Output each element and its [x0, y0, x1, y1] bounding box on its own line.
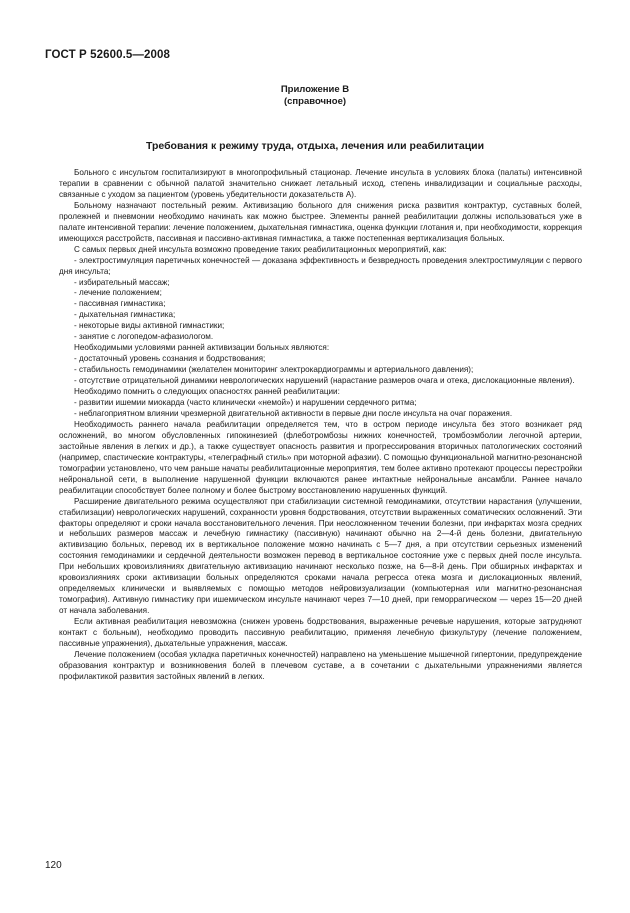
list-item: - стабильность гемодинамики (желателен мониторинг электрокардиограммы и артериального давления);: [74, 365, 474, 375]
list-item: - лечение положением;: [74, 288, 162, 298]
list-item: - достаточный уровень сознания и бодрствования;: [74, 354, 266, 364]
list-item: - дыхательная гимнастика;: [74, 310, 176, 320]
appendix-label: Приложение В: [280, 84, 350, 95]
list-item: - развитии ишемии миокарда (часто клинически «немой») и нарушении сердечного ритма;: [74, 398, 417, 408]
appendix-heading: [0, 84, 630, 108]
paragraph: Лечение положением (особая укладка паретичных конечностей) направлено на уменьшение мышечной гипертонии, предупреждение образования контрактур и возникновения болей в плечевом суставе, а в сочетании с дыхательными упражнениями является профилактикой развития застойных явлений в легких.: [59, 649, 582, 681]
page-number: 120: [45, 860, 62, 871]
appendix-note: (справочное): [283, 96, 347, 107]
list-item: - занятие с логопедом-афазиологом.: [74, 332, 214, 342]
list-item: - некоторые виды активной гимнастики;: [74, 321, 225, 331]
list-item: - пассивная гимнастика;: [74, 299, 166, 309]
paragraph: Расширение двигательного режима осуществляют при стабилизации системной гемодинамики, отсутствии нарастания (улучшении, стабилизации) неврологических нарушений, сохранности уровня бодрствования, отсутствии выраженных соматических осложнений. Эти факторы определяют и сроки начала восстановительного лечения. При неосложненном течении болезни, при инфарктах мозга средних и небольших размеров массаж и лечебную гимнастику (пассивную) начинают обычно на 2—4-й день болезни, двигательную активизацию больных, перевод их в вертикальное положение можно начинать с 5—7 дня, а при отсутствии серьезных изменений состояния гемодинамики и сердечной деятельности возможен перевод в вертикальное состояние уже с первых дней после инсульта. При небольших кровоизлияниях двигательную активизацию начинают несколько позже, на 6—8-й день. При обширных инфарктах и кровоизлияниях сроки активизации больных определяются сроками начала регресса отека мозга и дислокационных явлений, определяемых клинически и выявляемых с помощью методов нейровизуализации (компьютерная или магнитно-резонансная томография). Активную гимнастику при ишемическом инсульте начинают через 7—10 дней, при геморрагическом — через 15—20 дней от начала заболевания.: [59, 496, 582, 616]
standard-code-header: ГОСТ Р 52600.5—2008: [45, 49, 170, 61]
document-body: [59, 168, 582, 683]
section-title: Требования к режиму труда, отдыха, лечения или реабилитации: [145, 140, 485, 152]
paragraph: Больному назначают постельный режим. Активизацию больного для снижения риска развития контрактур, суставных болей, пролежней и пневмонии необходимо начинать как можно быстрее. Элементы ранней реабилитации должны использоваться уже в палате интенсивной терапии: лечение положением, дыхательная гимнастика, оценка функции глотания и, при необходимости, коррекция имеющихся расстройств, пассивная и пассивно-активная гимнастика, а также постепенная вертикализация больных.: [59, 200, 582, 243]
list-item: - неблагоприятном влиянии чрезмерной двигательной активности в первые дни после инсульта на очаг поражения.: [74, 408, 513, 418]
paragraph: Необходимость раннего начала реабилитации определяется тем, что в остром периоде инсульта без этого возникает ряд осложнений, во многом обусловленных гипокинезией (флеботромбозы нижних конечностей, тромбоэмболии легочной артерии, застойные явления в легких и др.), а также существует опасность развития и прогрессирования вторичных патологических состояний (например, спастические контрактуры, «телеграфный стиль» при моторной афазии). С помощью функциональной магнитно-резонансной томографии установлено, что чем раньше начаты реабилитационные мероприятия, тем более активно протекают процессы перестройки нейрональной сети, в выполнение нарушенной функции включаются ранее интактные нейрональные ансамбли. Раннее начало реабилитации способствует более полному и более быстрому восстановлению нарушенных функций.: [59, 419, 582, 495]
paragraph: Больного с инсультом госпитализируют в многопрофильный стационар. Лечение инсульта в условиях блока (палаты) интенсивной терапии в сравнении с обычной палатой значительно снижает летальный исход, степень инвалидизации и социальные расходы, связанные с уходом за пациентом (уровень убедительности доказательств А).: [59, 168, 582, 199]
paragraph: Необходимо помнить о следующих опасностях ранней реабилитации:: [74, 387, 340, 397]
list-item: - избирательный массаж;: [74, 277, 170, 287]
list-item: - отсутствие отрицательной динамики неврологических нарушений (нарастание размеров очага и отека, дислокационные явления).: [74, 376, 575, 386]
paragraph: Если активная реабилитация невозможна (снижен уровень бодрствования, выраженные речевые нарушения, которые затрудняют контакт с больным), необходимо проводить пассивную реабилитацию, применяя лечебную физкультуру (лечение положением, пассивные упражнения), дыхательные упражнения, массаж.: [59, 617, 582, 648]
paragraph: С самых первых дней инсульта возможно проведение таких реабилитационных мероприятий, как:: [74, 244, 447, 254]
list-item: - электростимуляция паретичных конечностей — доказана эффективность и безвредность проведения электростимуляции с первого дня инсульта;: [59, 255, 582, 276]
paragraph: Необходимыми условиями ранней активизации больных являются:: [74, 343, 330, 353]
